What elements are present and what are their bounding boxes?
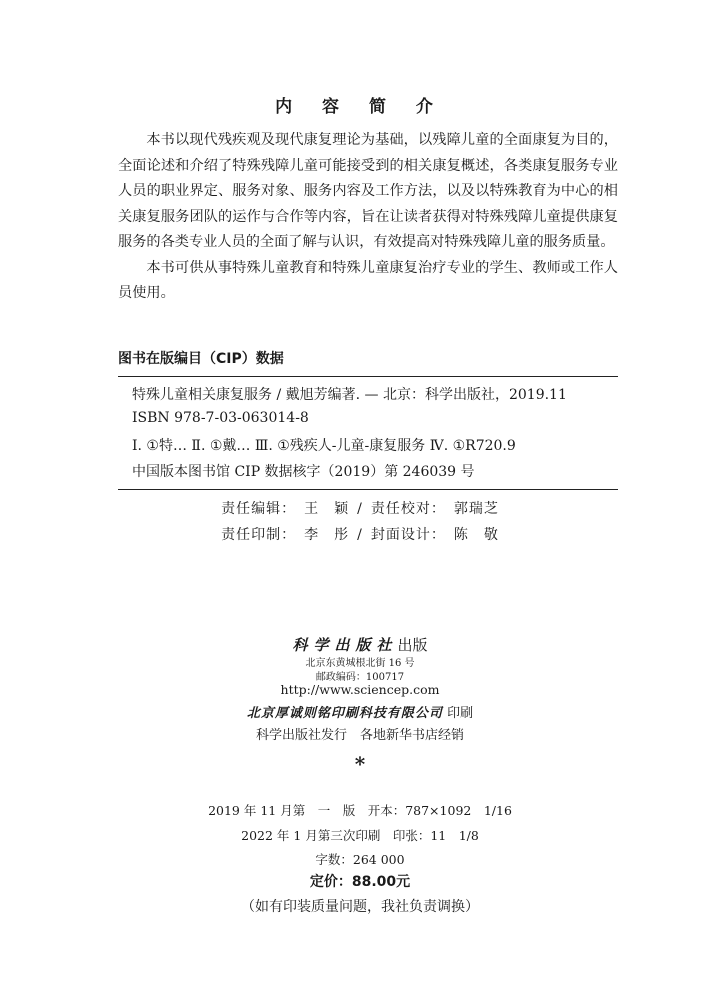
intro-paragraph-1: 本书以现代残疾观及现代康复理论为基础，以残障儿童的全面康复为目的，全面论述和介绍了特殊残障儿童可能接受到的相关康复概述，各类康复服务专业人员的职业界定、服务对象、服务内容及工作方法，以及以特殊教育为中心的相关康复服务团队的运作与合作等内容，旨在让读者获得对特殊残障儿童提供康复服务的各类专业人员的全面了解与认识，有效提高对特殊残障儿童的服务质量。 bbox=[118, 132, 618, 250]
page-title: 内 容 简 介 bbox=[275, 97, 445, 117]
editor-label: 责任编辑： bbox=[221, 501, 297, 517]
credits-row-1 bbox=[0, 498, 720, 518]
publisher-action: 出版 bbox=[397, 636, 428, 654]
proofreader-name: 郭瑞芝 bbox=[453, 501, 499, 517]
publisher-postcode: 邮政编码：100717 bbox=[315, 672, 405, 683]
distribution-line: 科学出版社发行 各地新华书店经销 bbox=[255, 728, 464, 743]
printer-line bbox=[0, 702, 720, 721]
cip-classification-line: Ⅰ. ①特… Ⅱ. ①戴… Ⅲ. ①残疾人-儿童-康复服务 Ⅳ. ①R720.9 bbox=[132, 438, 516, 454]
proofreader-label: 责任校对： bbox=[370, 501, 446, 517]
price-line bbox=[0, 871, 720, 891]
credits-row-2 bbox=[0, 524, 720, 544]
printer-action: 印刷 bbox=[447, 706, 474, 721]
word-count-line: 字数：264 000 bbox=[315, 852, 405, 867]
print-supervisor-label: 责任印制： bbox=[221, 527, 297, 543]
publisher-address: 北京东黄城根北街 16 号 bbox=[305, 658, 415, 669]
separator-star: * bbox=[354, 752, 366, 776]
cover-designer-label: 封面设计： bbox=[370, 527, 446, 543]
print-supervisor-name: 李 彤 bbox=[304, 527, 350, 543]
price-label: 定价： bbox=[309, 874, 352, 890]
credits-separator: / bbox=[357, 501, 363, 517]
printing-line: 2022 年 1 月第三次印刷 印张：11 1/8 bbox=[241, 828, 479, 843]
cip-heading: 图书在版编目（CIP）数据 bbox=[118, 351, 284, 367]
cip-title-line: 特殊儿童相关康复服务 / 戴旭芳编著. — 北京：科学出版社，2019.11 bbox=[132, 387, 567, 403]
intro-paragraph-2: 本书可供从事特殊儿童教育和特殊儿童康复治疗专业的学生、教师或工作人员使用。 bbox=[118, 259, 618, 301]
cover-designer-name: 陈 敬 bbox=[453, 527, 499, 543]
publisher-website: http://www.sciencep.com bbox=[280, 682, 440, 697]
intro-section bbox=[118, 128, 618, 307]
publisher-line bbox=[0, 634, 720, 655]
quality-note: （如有印装质量问题，我社负责调换） bbox=[241, 899, 479, 915]
publisher-logo-text: 科学出版社 bbox=[292, 636, 398, 654]
cip-isbn-line: ISBN 978-7-03-063014-8 bbox=[132, 410, 309, 426]
credits-separator: / bbox=[357, 527, 363, 543]
editor-name: 王 颖 bbox=[304, 501, 350, 517]
edition-line: 2019 年 11 月第 一 版 开本：787×1092 1/16 bbox=[208, 803, 512, 818]
price-value: 88.00元 bbox=[351, 874, 411, 890]
printer-logo-text: 北京厚诚则铭印刷科技有限公司 bbox=[246, 706, 443, 721]
cip-record bbox=[118, 376, 618, 490]
cip-number-line: 中国版本图书馆 CIP 数据核字（2019）第 246039 号 bbox=[132, 464, 475, 480]
